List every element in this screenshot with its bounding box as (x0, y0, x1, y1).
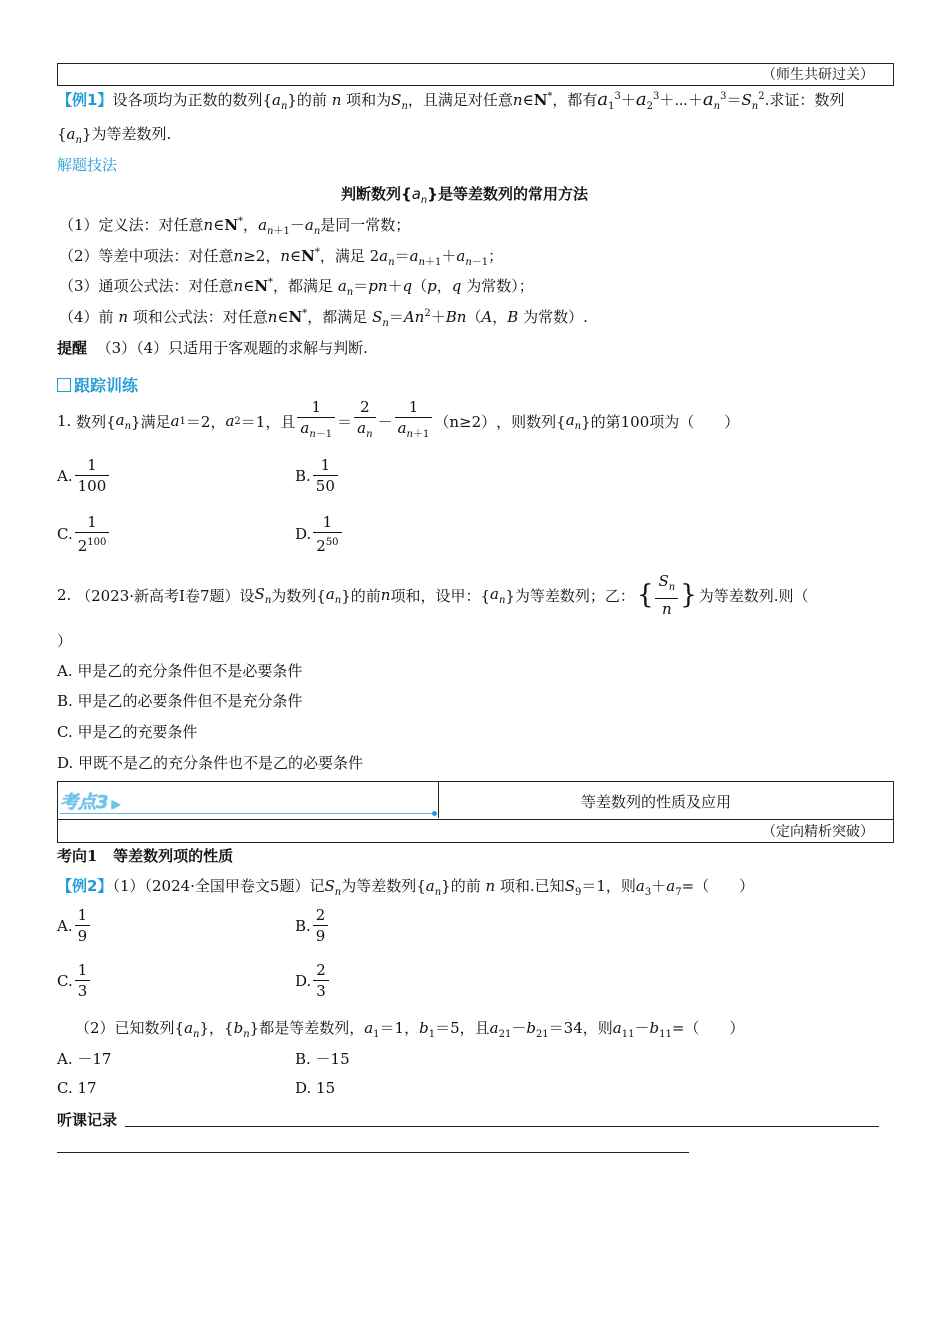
ex2-option-d[interactable]: D. $\frac{2}{3}$ (295, 960, 331, 1001)
example-2-label: 【例2】 (57, 877, 113, 895)
direction-1: 考向1 等差数列项的性质 (57, 847, 234, 865)
method-title: 判断数列$\{a_n\}$是等差数列的常用方法 (341, 185, 588, 206)
section-dot (432, 811, 437, 816)
example-1-label: 【例1】 (57, 91, 113, 109)
method-3: （3）通项公式法：对任意n∈N*，都满足 $a_n=pn+q(p$，q 为常数）； (59, 277, 534, 298)
q2-option-c[interactable]: C. 甲是乙的充要条件 (57, 723, 198, 741)
q2-option-a[interactable]: A. 甲是乙的充分条件但不是必要条件 (57, 662, 303, 680)
q2-option-b[interactable]: B. 甲是乙的必要条件但不是充分条件 (57, 692, 303, 710)
method-1: （1）定义法：对任意n∈N*，$a_{n+1}-a_n$是同一常数； (59, 216, 411, 237)
example-1: 【例1】设各项均为正数的数列$\{a_n\}$的前 n 项和为$S_n$，且满足对任意n∈N*，都有$a_1^3+a_2^3+\cdots+a_n^3=S_n^2$.求证：数列 (57, 89, 845, 112)
tips-title: 解题技法 (57, 156, 118, 174)
example-1-line2: $\{a_n\}$为等差数列. (57, 125, 172, 146)
section-underline (60, 813, 435, 814)
ex2-option-a[interactable]: A. $\frac{1}{9}$ (57, 905, 92, 946)
section-sub: （定向精析突破） (762, 824, 874, 840)
question-2-line2: ） (57, 632, 73, 650)
example-2-part-2: （2）已知数列$\{a_n\}$，$\{b_n\}$都是等差数列，$a_1=1$，$b_1=5$，且$a_{21}-b_{21}=34$，则$a_{11}-b_{11}=$（ ） (75, 1019, 745, 1040)
ex2-option-b[interactable]: B. $\frac{2}{9}$ (295, 905, 330, 946)
checkbox-icon (57, 378, 71, 392)
section-divider (438, 781, 439, 818)
section-badge: 考点3 ▶ (60, 792, 121, 813)
method-2: （2）等差中项法：对任意n≥2，n∈N*，满足 $2a_n=a_{n+1}+a_{n-1}$； (59, 247, 504, 268)
method-4: （4）前 n 项和公式法：对任意n∈N*，都满足 $S_n=An^2+Bn(A$，B 为常数）. (59, 308, 588, 329)
ex2-option-c[interactable]: C. $\frac{1}{3}$ (57, 960, 92, 1001)
notes-line-1[interactable] (125, 1126, 879, 1127)
arrow-icon: ▶ (111, 797, 121, 811)
reminder: 提醒 （3）（4）只适用于客观题的求解与判断. (57, 339, 368, 357)
q1-option-c[interactable]: C. $\frac{1}{2^{100}}$ (57, 512, 111, 556)
ex2-p2-option-d[interactable]: D. 15 (295, 1079, 336, 1097)
question-1: 1. 数列{ $a_n$ }满足 a 1 ＝2， a 2 ＝1 ，且 $\frac{1}{a_{n-1}}$ ＝ $\frac{2}{a_n}$ － $\frac{1}{a_{n+1}}$ （n≥2） ，则数列{ $a_n$ }的第100项为（ ） (57, 395, 739, 447)
question-2: 2. （2023·新高考Ⅰ卷7题） 设 $S_n$ 为数列{ $a_n$ }的前 n 项和，设甲：{ $a_n$ }为等差数列；乙： { $\frac{S_n}{n}$ } 为等差数列.则（ (57, 572, 809, 618)
header-label-1: （师生共研过关） (762, 67, 874, 83)
q2-option-d[interactable]: D. 甲既不是乙的充分条件也不是乙的必要条件 (57, 754, 364, 772)
section-box (57, 781, 894, 820)
section-title: 等差数列的性质及应用 (581, 793, 732, 811)
notes-label: 听课记录 (57, 1111, 118, 1129)
notes-line-2[interactable] (57, 1152, 689, 1153)
q1-option-b[interactable]: B. $\frac{1}{50}$ (295, 455, 340, 496)
q1-option-d[interactable]: D. $\frac{1}{2^{50}}$ (295, 512, 344, 556)
practice-title: 跟踪训练 (57, 373, 138, 396)
q1-option-a[interactable]: A. $\frac{1}{100}$ (57, 455, 111, 496)
ex2-p2-option-a[interactable]: A. －17 (57, 1050, 112, 1068)
ex2-p2-option-c[interactable]: C. 17 (57, 1079, 97, 1097)
example-2-part-1: 【例2】（1）（2024·全国甲卷文5题）记$S_n$为等差数列$\{a_n\}$的前 n 项和.已知$S_9=1$，则$a_3+a_7=$（ ） (57, 877, 755, 898)
ex2-p2-option-b[interactable]: B. －15 (295, 1050, 350, 1068)
